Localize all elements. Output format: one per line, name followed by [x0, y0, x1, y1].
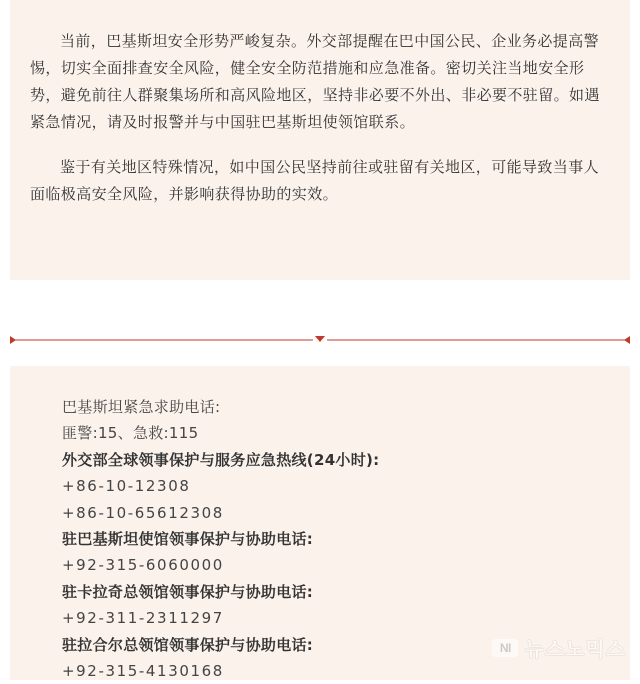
news-watermark [492, 633, 626, 662]
contact-line-karachi-title: 驻卡拉奇总领馆领事保护与协助电话: [62, 582, 314, 601]
divider-center-arrow-icon [315, 336, 325, 342]
phone-number-embassy[interactable]: +92-315-6060000 [62, 556, 224, 575]
phone-number-lahore[interactable]: +92-315-4130168 [62, 661, 224, 680]
contact-line-emergency-title: 巴基斯坦紧急求助电话: [62, 398, 221, 416]
divider-right-arrow-icon [624, 336, 630, 344]
divider-left-arrow-icon [10, 336, 16, 344]
notice-paragraph: 鉴于有关地区特殊情况，如中国公民坚持前往或驻留有关地区，可能导致当事人面临极高安全风险，并影响获得协助的实效。 [30, 158, 600, 203]
contact-line-embassy-title: 驻巴基斯坦使馆领事保护与协助电话: [62, 529, 314, 548]
phone-number-mfa-1[interactable]: +86-10-12308 [62, 477, 191, 496]
contact-line-local-numbers: 匪警:15、急救:115 [62, 424, 199, 443]
contact-line-mfa-hotline-title: 外交部全球领事保护与服务应急热线(24小时): [62, 450, 380, 469]
notice-paragraph: 当前，巴基斯坦安全形势严峻复杂。外交部提醒在巴中国公民、企业务必提高警惕，切实全面排查安全风险，健全安全防范措施和应急准备。密切关注当地安全形势，避免前往人群聚集场所和高风险地区，坚持非必要不外出、非必要不驻留。如遇紧急情况，请及时报警并与中国驻巴基斯坦使领馆联系。 [30, 32, 600, 131]
section-divider [0, 330, 640, 350]
safety-notice-card [10, 0, 630, 280]
watermark-text: 뉴스노믹스 [524, 637, 626, 661]
phone-number-karachi[interactable]: +92-311-2311297 [62, 609, 224, 628]
contact-line-lahore-title: 驻拉合尔总领馆领事保护与协助电话: [62, 635, 314, 654]
phone-number-mfa-2[interactable]: +86-10-65612308 [62, 503, 224, 522]
watermark-logo-icon: NI [492, 639, 518, 657]
